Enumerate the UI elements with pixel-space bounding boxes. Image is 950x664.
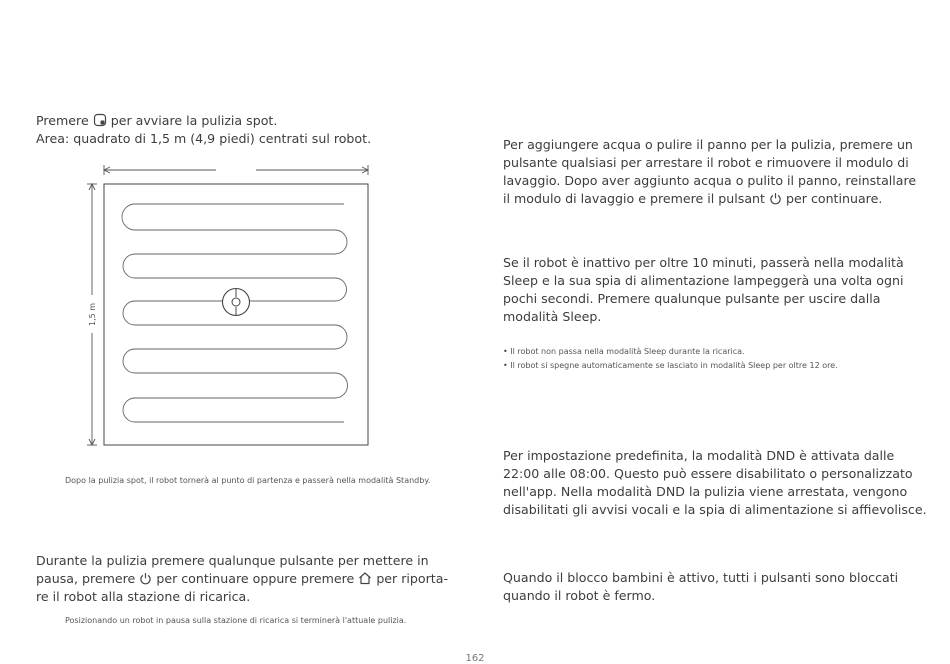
sleep-paragraph: [503, 254, 923, 326]
spot-cleaning-diagram: [80, 158, 380, 453]
dnd-line-3: nell'app. Nella modalità DND la pulizia viene arrestata, vengono: [503, 484, 908, 499]
sleep-line-3: pochi secondi. Premere qualunque pulsante per uscire dalla: [503, 291, 881, 306]
sleep-line-2: Sleep e la sua spia di alimentazione lampeggerà una volta ogni: [503, 273, 904, 288]
pause-instructions: [36, 552, 476, 606]
pause-note: Posizionando un robot in pausa sulla stazione di ricarica si terminerà l'attuale pulizia.: [65, 616, 407, 625]
dnd-line-4: disabilitati gli avvisi vocali e la spia di alimentazione si affievolisce.: [503, 502, 927, 517]
page-number: 162: [465, 653, 485, 664]
dnd-line-2: 22:00 alle 08:00. Questo può essere disabilitato o personalizzato: [503, 466, 913, 481]
dnd-line-1: Per impostazione predefinita, la modalità DND è attivata dalle: [503, 448, 895, 463]
sleep-notes: [503, 345, 838, 373]
side-length-label: 1,5 m: [88, 302, 97, 326]
water-line-2: pulsante qualsiasi per arrestare il robot e rimuovere il modulo di: [503, 155, 909, 170]
sleep-line-1: Se il robot è inattivo per oltre 10 minuti, passerà nella modalità: [503, 255, 904, 270]
pause-line-1: Durante la pulizia premere qualunque pulsante per mettere in: [36, 553, 429, 568]
power-icon: [769, 192, 782, 205]
top-dimension-line: [104, 165, 368, 175]
sleep-line-4: modalità Sleep.: [503, 309, 602, 324]
child-lock-paragraph: [503, 569, 923, 605]
pause-line-3: re il robot alla stazione di ricarica.: [36, 589, 251, 604]
pause-line-2: pausa, premere per continuare oppure premere per riporta-: [36, 571, 448, 586]
power-icon: [139, 572, 152, 585]
robot-icon: [223, 289, 250, 316]
water-line-3: lavaggio. Dopo aver aggiunto acqua o pulito il panno, reinstallare: [503, 173, 917, 188]
child-lock-line-2: quando il robot è fermo.: [503, 588, 656, 603]
spot-line-1: Premere per avviare la pulizia spot.: [36, 113, 278, 128]
list-item: • Il robot si spegne automaticamente se lasciato in modalità Sleep per oltre 12 ore.: [503, 359, 838, 373]
dnd-paragraph: [503, 447, 933, 519]
spot-clean-icon: [93, 113, 107, 127]
child-lock-line-1: Quando il blocco bambini è attivo, tutti i pulsanti sono bloccati: [503, 570, 899, 585]
spot-note: Dopo la pulizia spot, il robot tornerà al punto di partenza e passerà nella modalità Standby.: [65, 476, 431, 485]
water-paragraph: [503, 136, 923, 208]
water-line-4: il modulo di lavaggio e premere il pulsant per continuare.: [503, 191, 883, 206]
list-item: • Il robot non passa nella modalità Sleep durante la ricarica.: [503, 345, 838, 359]
spot-instructions: [36, 112, 476, 148]
spot-line-2: Area: quadrato di 1,5 m (4,9 piedi) centrati sul robot.: [36, 131, 372, 146]
water-line-1: Per aggiungere acqua o pulire il panno per la pulizia, premere un: [503, 137, 913, 152]
home-icon: [358, 571, 372, 585]
